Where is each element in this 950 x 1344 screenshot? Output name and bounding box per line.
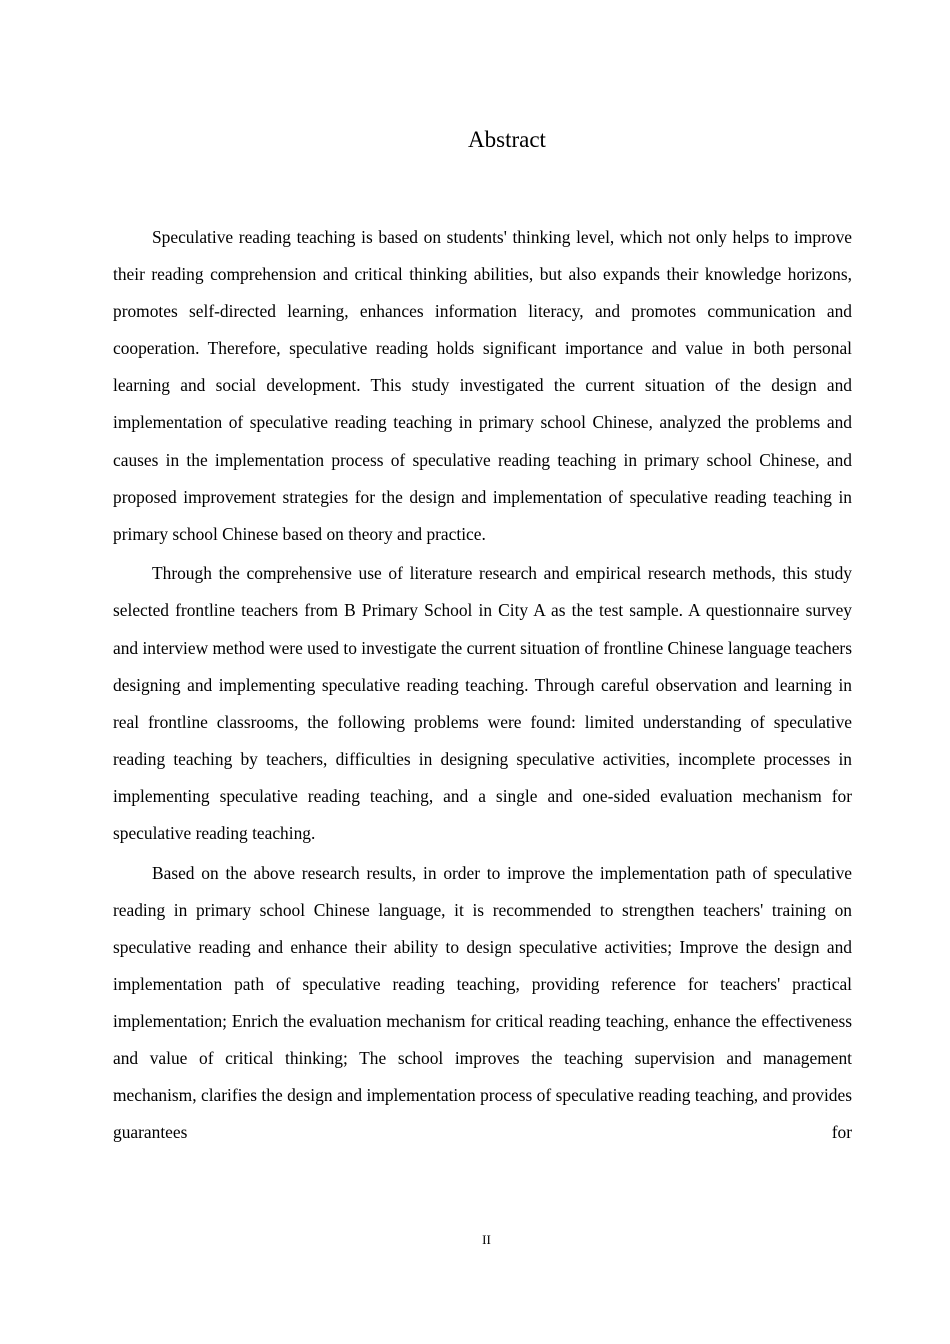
paragraph-1: Speculative reading teaching is based on students' thinking level, which not only helps to improve their reading comprehension and critical thinking abilities, but also expands their knowledge horizons, promotes self-directed learning, enhances information literacy, and promotes communication and cooperation. Therefore, speculative reading holds significant importance and value in both personal learning and social development. This study investigated the current situation of the design and implementation of speculative reading teaching in primary school Chinese, analyzed the problems and causes in the implementation process of speculative reading teaching in primary school Chinese, and proposed improvement strategies for the design and implementation of speculative reading teaching in primary school Chinese based on theory and practice. — [113, 227, 852, 544]
paragraph-3: Based on the above research results, in order to improve the implementation path of speculative reading in primary school Chinese language, it is recommended to strengthen teachers' training on speculative reading and enhance their ability to design speculative activities; Improve the design and implementation path of speculative reading teaching, providing reference for teachers' practical implementation; Enrich the evaluation mechanism for critical reading teaching, enhance the effectiveness and value of critical thinking; The school improves the teaching supervision and management mechanism, clarifies the design and implementation process of speculative reading teaching, and provides guarantees for — [113, 862, 852, 1143]
paragraph-2: Through the comprehensive use of literature research and empirical research methods, this study selected frontline teachers from B Primary School in City A as the test sample. A questionnaire survey and interview method were used to investigate the current situation of frontline Chinese language teachers designing and implementing speculative reading teaching. Through careful observation and learning in real frontline classrooms, the following problems were found: limited understanding of speculative reading teaching by teachers, difficulties in designing speculative activities, incomplete processes in implementing speculative reading teaching, and a single and one-sided evaluation mechanism for speculative reading teaching. — [113, 563, 852, 843]
page-number: II — [482, 1232, 491, 1247]
page-title: Abstract — [468, 127, 546, 152]
abstract-body — [113, 219, 852, 1154]
